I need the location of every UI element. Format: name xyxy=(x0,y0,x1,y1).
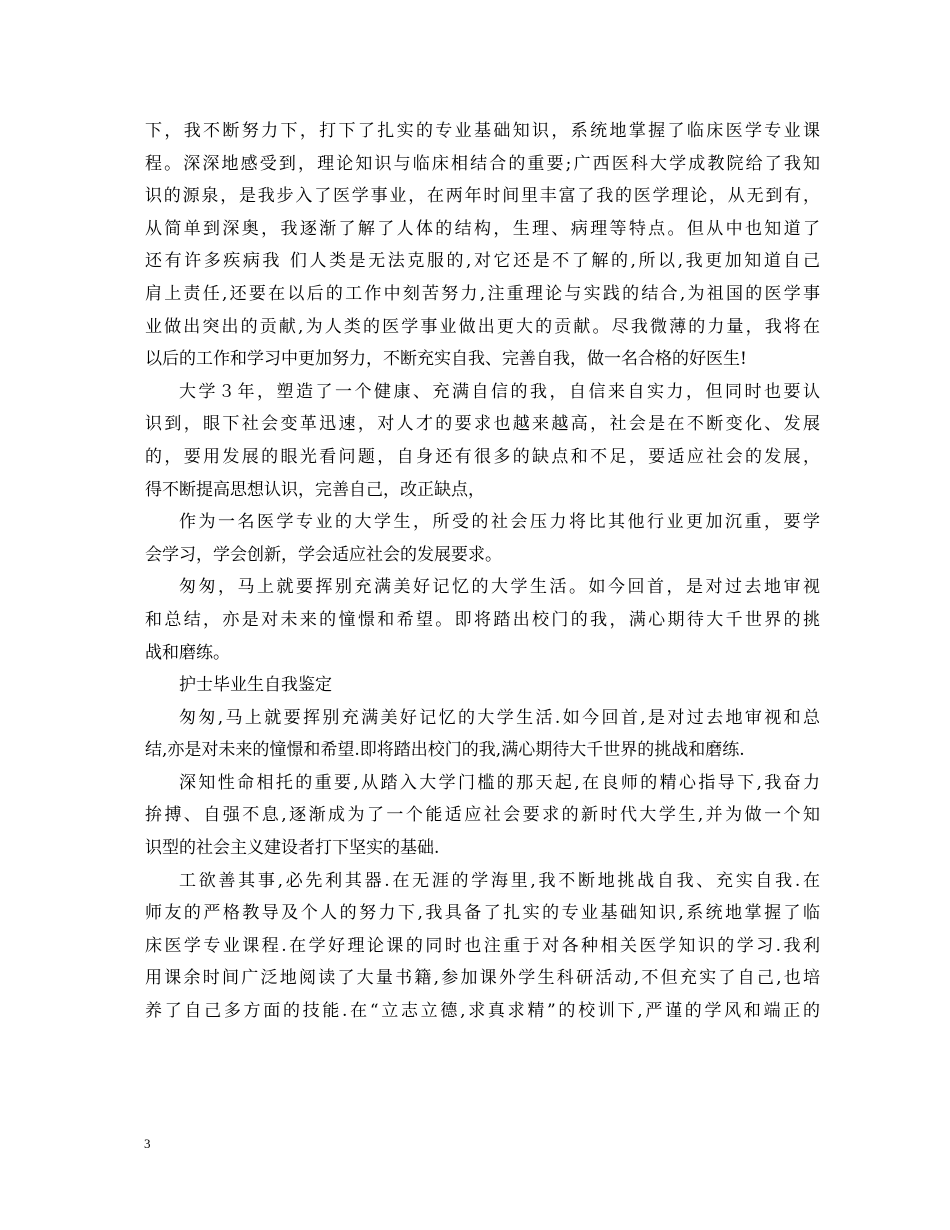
section-heading: 护士毕业生自我鉴定 xyxy=(179,675,332,696)
text-line: 作为一名医学专业的大学生，所受的社会压力将比其他行业更加沉重，要学 xyxy=(179,512,820,533)
text-line: 肩上责任,还要在以后的工作中刻苦努力,注重理论与实践的结合,为祖国的医学事 xyxy=(145,283,820,304)
text-line: 床医学专业课程.在学好理论课的同时也注重于对各种相关医学知识的学习.我利 xyxy=(145,935,820,956)
text-line: 识到，眼下社会变革迅速，对人才的要求也越来越高，社会是在不断变化、发展 xyxy=(145,414,820,435)
text-line: 深知性命相托的重要,从踏入大学门槛的那天起,在良师的精心指导下,我奋力 xyxy=(179,772,820,793)
text-line: 以后的工作和学习中更加努力，不断充实自我、完善自我，做一名合格的好医生! xyxy=(145,349,747,370)
text-line: 的，要用发展的眼光看问题，自身还有很多的缺点和不足，要适应社会的发展， xyxy=(145,446,820,467)
text-line: 下，我不断努力下，打下了扎实的专业基础知识，系统地掌握了临床医学专业课 xyxy=(145,121,820,141)
text-line: 识的源泉，是我步入了医学事业，在两年时间里丰富了我的医学理论，从无到有， xyxy=(145,186,820,207)
text-line: 战和磨练。 xyxy=(145,642,230,663)
text-line: 匆匆,马上就要挥别充满美好记忆的大学生活.如今回首,是对过去地审视和总 xyxy=(179,707,820,728)
text-line: 得不断提高思想认识，完善自己，改正缺点， xyxy=(145,479,485,500)
text-line: 还有许多疾病我 们人类是无法克服的,对它还是不了解的,所以,我更加知道自己 xyxy=(145,251,820,272)
text-line: 师友的严格教导及个人的努力下,我具备了扎实的专业基础知识,系统地掌握了临 xyxy=(145,903,820,924)
text-line: 拚搏、自强不息,逐渐成为了一个能适应社会要求的新时代大学生,并为做一个知 xyxy=(145,805,820,826)
page-number: 3 xyxy=(144,1136,151,1151)
text-line: 识型的社会主义建设者打下坚实的基础. xyxy=(145,838,440,859)
text-line: 用课余时间广泛地阅读了大量书籍,参加课外学生科研活动,不但充实了自己,也培 xyxy=(145,968,820,989)
document-body xyxy=(145,115,820,1028)
text-line: 结,亦是对未来的憧憬和希望.即将踏出校门的我,满心期待大千世界的挑战和磨练. xyxy=(145,740,745,761)
text-line: 和总结，亦是对未来的憧憬和希望。即将踏出校门的我，满心期待大千世界的挑 xyxy=(145,609,820,630)
text-line: 养了自己多方面的技能.在“立志立德,求真求精”的校训下,严谨的学风和端正的 xyxy=(145,1001,820,1022)
text-line: 程。深深地感受到，理论知识与临床相结合的重要;广西医科大学成教院给了我知 xyxy=(145,153,820,174)
text-line: 从简单到深奥，我逐渐了解了人体的结构，生理、病理等特点。但从中也知道了 xyxy=(145,218,820,239)
text-line: 工欲善其事,必先利其器.在无涯的学海里,我不断地挑战自我、充实自我.在 xyxy=(179,870,820,891)
text-line: 会学习，学会创新，学会适应社会的发展要求。 xyxy=(145,544,502,565)
text-line: 大学３年，塑造了一个健康、充满自信的我，自信来自实力，但同时也要认 xyxy=(179,381,820,402)
text-line: 匆匆，马上就要挥别充满美好记忆的大学生活。如今回首，是对过去地审视 xyxy=(179,577,820,598)
text-line: 业做出突出的贡献,为人类的医学事业做出更大的贡献。尽我微薄的力量，我将在 xyxy=(145,316,820,337)
